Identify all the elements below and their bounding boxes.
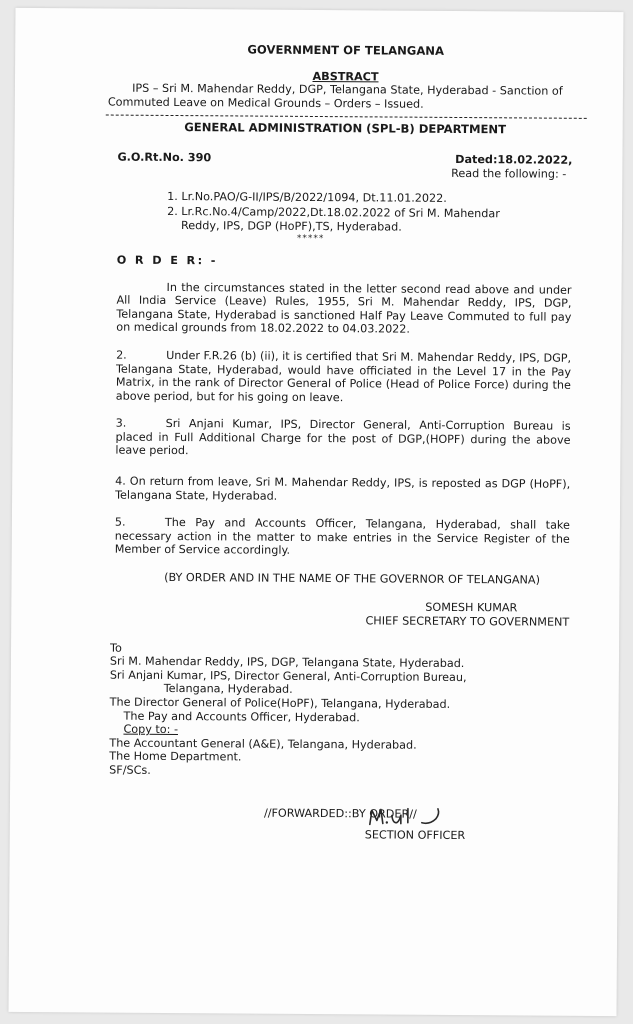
copy-line: SF/SCs. [109,763,151,777]
to-line: Telangana, Hyderabad. [163,682,293,697]
to-line: The Director General of Police(HoPF), Telangana, Hyderabad. [109,695,451,711]
reference-item: 2. Lr.Rc.No.4/Camp/2022,Dt.18.02.2022 of Sri M. Mahendar [167,204,500,221]
abstract-label: ABSTRACT [312,69,379,84]
separator-line [106,115,587,119]
by-order-line: (BY ORDER AND IN THE NAME OF THE GOVERNOR OF TELANGANA) [164,570,541,587]
handwritten-signature [366,800,456,831]
forwarded-line: //FORWARDED::BY ORDER// [263,806,417,821]
reference-item: Reddy, IPS, DGP (HoPF),TS, Hyderabad. [180,219,402,234]
stars-divider: ***** [296,233,325,244]
document-body [107,41,573,822]
order-paragraph-1: In the circumstances stated in the letter second read above and under All India Service (Leave) Rules, 1955, Sri M. Mahendar Reddy, IPS, DGP, Telangana State, Hyderabad is sanctioned Half Pay Leave Commuted to full pay on medical grounds from 18.02.2022 to 04.03.2022. [116,280,572,336]
subject-line-2: Commuted Leave on Medical Grounds – Orders – Issued. [107,95,424,111]
go-date: Dated:18.02.2022, [455,152,573,167]
signatory-name: SOMESH KUMAR [425,600,518,615]
subject-line-1: IPS – Sri M. Mahendar Reddy, DGP, Telangana State, Hyderabad - Sanction of [132,81,563,98]
to-line: Sri Anjani Kumar, IPS, Director General, Anti-Corruption Bureau, [109,668,467,684]
signatory-designation: CHIEF SECRETARY TO GOVERNMENT [365,613,570,629]
order-paragraph-4: 4. On return from leave, Sri M. Mahendar Reddy, IPS, is reposted as DGP (HoPF), Telangana State, Hyderabad. [115,474,571,503]
order-heading: O R D E R: - [116,253,218,268]
read-following: Read the following: - [451,166,567,181]
department-heading: GENERAL ADMINISTRATION (SPL-B) DEPARTMENT [184,120,507,137]
to-line: Sri M. Mahendar Reddy, IPS, DGP, Telangana State, Hyderabad. [109,654,465,671]
distribution-list [109,641,569,780]
section-officer-label: SECTION OFFICER [364,828,466,843]
references-list [167,190,572,245]
copy-line: The Home Department. [109,749,242,764]
copy-line: The Accountant General (A&E), Telangana, Hyderabad. [109,736,417,752]
to-label: To [110,641,122,655]
order-paragraph-5: 5. The Pay and Accounts Officer, Telangana, Hyderabad, shall take necessary action in the matter to make entries in the Service Register of the Member of Service accordingly. [114,515,570,558]
signatory-block [114,598,569,629]
order-paragraph-2: 2. Under F.R.26 (b) (ii), it is certified that Sri M. Mahendar Reddy, IPS, DGP, Telangana State, Hyderabad, would have officiated in the Level 17 in the Pay Matrix, in the rank of Director General of Police (Head of Police Force) during the above period, but for his going on leave. [115,348,572,404]
go-number: G.O.Rt.No. 390 [117,150,212,165]
government-heading: GOVERNMENT OF TELANGANA [247,42,445,58]
order-paragraph-3: 3. Sri Anjani Kumar, IPS, Director General, Anti-Corruption Bureau is placed in Full Additional Charge for the post of DGP,(HOPF) during the above leave period. [115,416,571,458]
copy-to-label: Copy to: - [123,722,179,737]
document-sheet [9,8,624,1016]
reference-item: 1. Lr.No.PAO/G-II/IPS/B/2022/1094, Dt.11.01.2022. [167,190,447,206]
to-line: The Pay and Accounts Officer, Hyderabad. [123,709,360,724]
